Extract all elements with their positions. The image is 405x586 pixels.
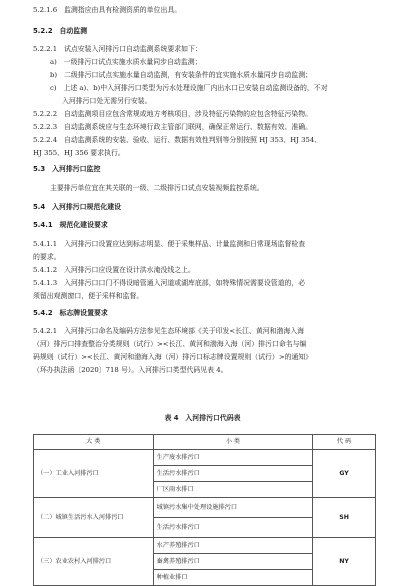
category-cell: （二）城镇生活污水入河排污口: [34, 498, 154, 538]
clause-5-2-1-6: 5.2.1.6 监测指应由具有检测资质的单位出具。: [33, 6, 182, 14]
outfall-code-table: [33, 434, 376, 586]
subcategory-cell: 水产养殖排污口: [153, 538, 312, 554]
subcategory-cell: 城镇污水集中处理设施排污口: [153, 498, 312, 518]
subcategory-cell: 厂区雨水排口: [153, 482, 312, 498]
subcategory-cell: 生活污水排污口: [153, 518, 312, 538]
clause-5-2-2-3: 5.2.2.3 自动监测系统应与生态环境行政主管部门联网，确保正常运行、数据有效、准确。: [33, 123, 313, 131]
clause-5-2-2-4-cont: HJ 355、HJ 356 要求执行。: [33, 149, 125, 157]
table-header-row: [34, 435, 376, 450]
category-cell: （一）工业入河排污口: [34, 450, 154, 498]
item-b: b) 二级排污口试点实施水量自动监测，有安装条件的宜实施水质水量同步自动监测；: [50, 71, 313, 79]
header-code: 代 码: [313, 435, 376, 450]
clause-5-2-2-2: 5.2.2.2 自动监测项目应包含常规或地方考核项目，涉及特征污染物的应包含特征污染物。: [33, 110, 313, 118]
code-cell: NY: [313, 538, 376, 586]
heading-5-4: 5.4 入河排污口规范化建设: [33, 203, 122, 211]
clause-5-4-2-1: 5.4.2.1 入河排污口命名及编码方法参见生态环境部《关于印发<长江、黄河和渤海入海: [33, 327, 305, 335]
subcategory-cell: 生活污水排污口: [153, 466, 312, 482]
table-row: [34, 538, 376, 554]
subcategory-cell: 种植业排口: [153, 570, 312, 586]
table-caption: 表 4 入河排污口代码表: [164, 414, 241, 422]
clause-5-4-2-1-l4: （环办执法函〔2020〕718 号）。入河排污口类型代码见表 4。: [33, 366, 228, 374]
subcategory-cell: 畜禽养殖排污口: [153, 554, 312, 570]
clause-5-4-1-3: 5.4.1.3 入河排污口口门不得设暗管通入河道或湖库底部，如特殊情况需要设管道的，必: [33, 279, 306, 287]
code-cell: SH: [313, 498, 376, 538]
heading-5-3: 5.3 入河排污口监控: [33, 165, 101, 173]
clause-5-3-body: 主要排污单位宜在其关联的一级、二级排污口试点安装视频监控系统。: [50, 184, 264, 192]
clause-5-4-2-1-l2: （河）排污口排查整治分类规则（试行）><长江、黄河和渤海入海（河）排污口命名与编: [33, 340, 307, 348]
clause-5-2-2-1: 5.2.2.1 试点安装入河排污口自动监测系统要求如下：: [33, 45, 202, 53]
item-c: c) 上述 a)、b)中入河排污口类型为污水处理设施厂内出水口已安装自动监测设备的，不对: [50, 84, 328, 92]
clause-5-4-1-3-cont: 须留出观测窗口，便于采样和监督。: [33, 292, 144, 300]
table-row: [34, 498, 376, 518]
heading-5-2-2: 5.2.2 自动监测: [33, 27, 88, 35]
item-c-cont: 入河排污口处无需另行安装。: [62, 97, 152, 105]
clause-5-4-1-1-cont: 的要求。: [33, 253, 61, 261]
clause-5-4-2-1-l3: 码规则（试行）><长江、黄河和渤海入海（河）排污口标志牌设置规则（试行）>的通知》: [33, 353, 313, 361]
header-category: 大 类: [34, 435, 154, 450]
clause-5-2-2-4: 5.2.2.4 自动监测系统的安装、验收、运行、数据有效性判别等分别按照 HJ 353、HJ 354、: [33, 136, 322, 144]
header-subcategory: 小 类: [153, 435, 312, 450]
category-cell: （三）农业农村入河排污口: [34, 538, 154, 586]
item-a: a) 一级排污口试点实施水质水量同步自动监测；: [50, 58, 202, 66]
clause-5-4-1-1: 5.4.1.1 入河排污口设置应达到标志明显、便于采集样品、计量监测和日常现场监督检查: [33, 240, 306, 248]
clause-5-4-1-2: 5.4.1.2 入河排污口应设置在设计洪水淹没线之上。: [33, 266, 195, 274]
code-cell: GY: [313, 450, 376, 498]
subcategory-cell: 生产废水排污口: [153, 450, 312, 466]
heading-5-4-1: 5.4.1 规范化建设要求: [33, 221, 108, 229]
table-row: [34, 450, 376, 466]
heading-5-4-2: 5.4.2 标志牌设置要求: [33, 309, 108, 317]
